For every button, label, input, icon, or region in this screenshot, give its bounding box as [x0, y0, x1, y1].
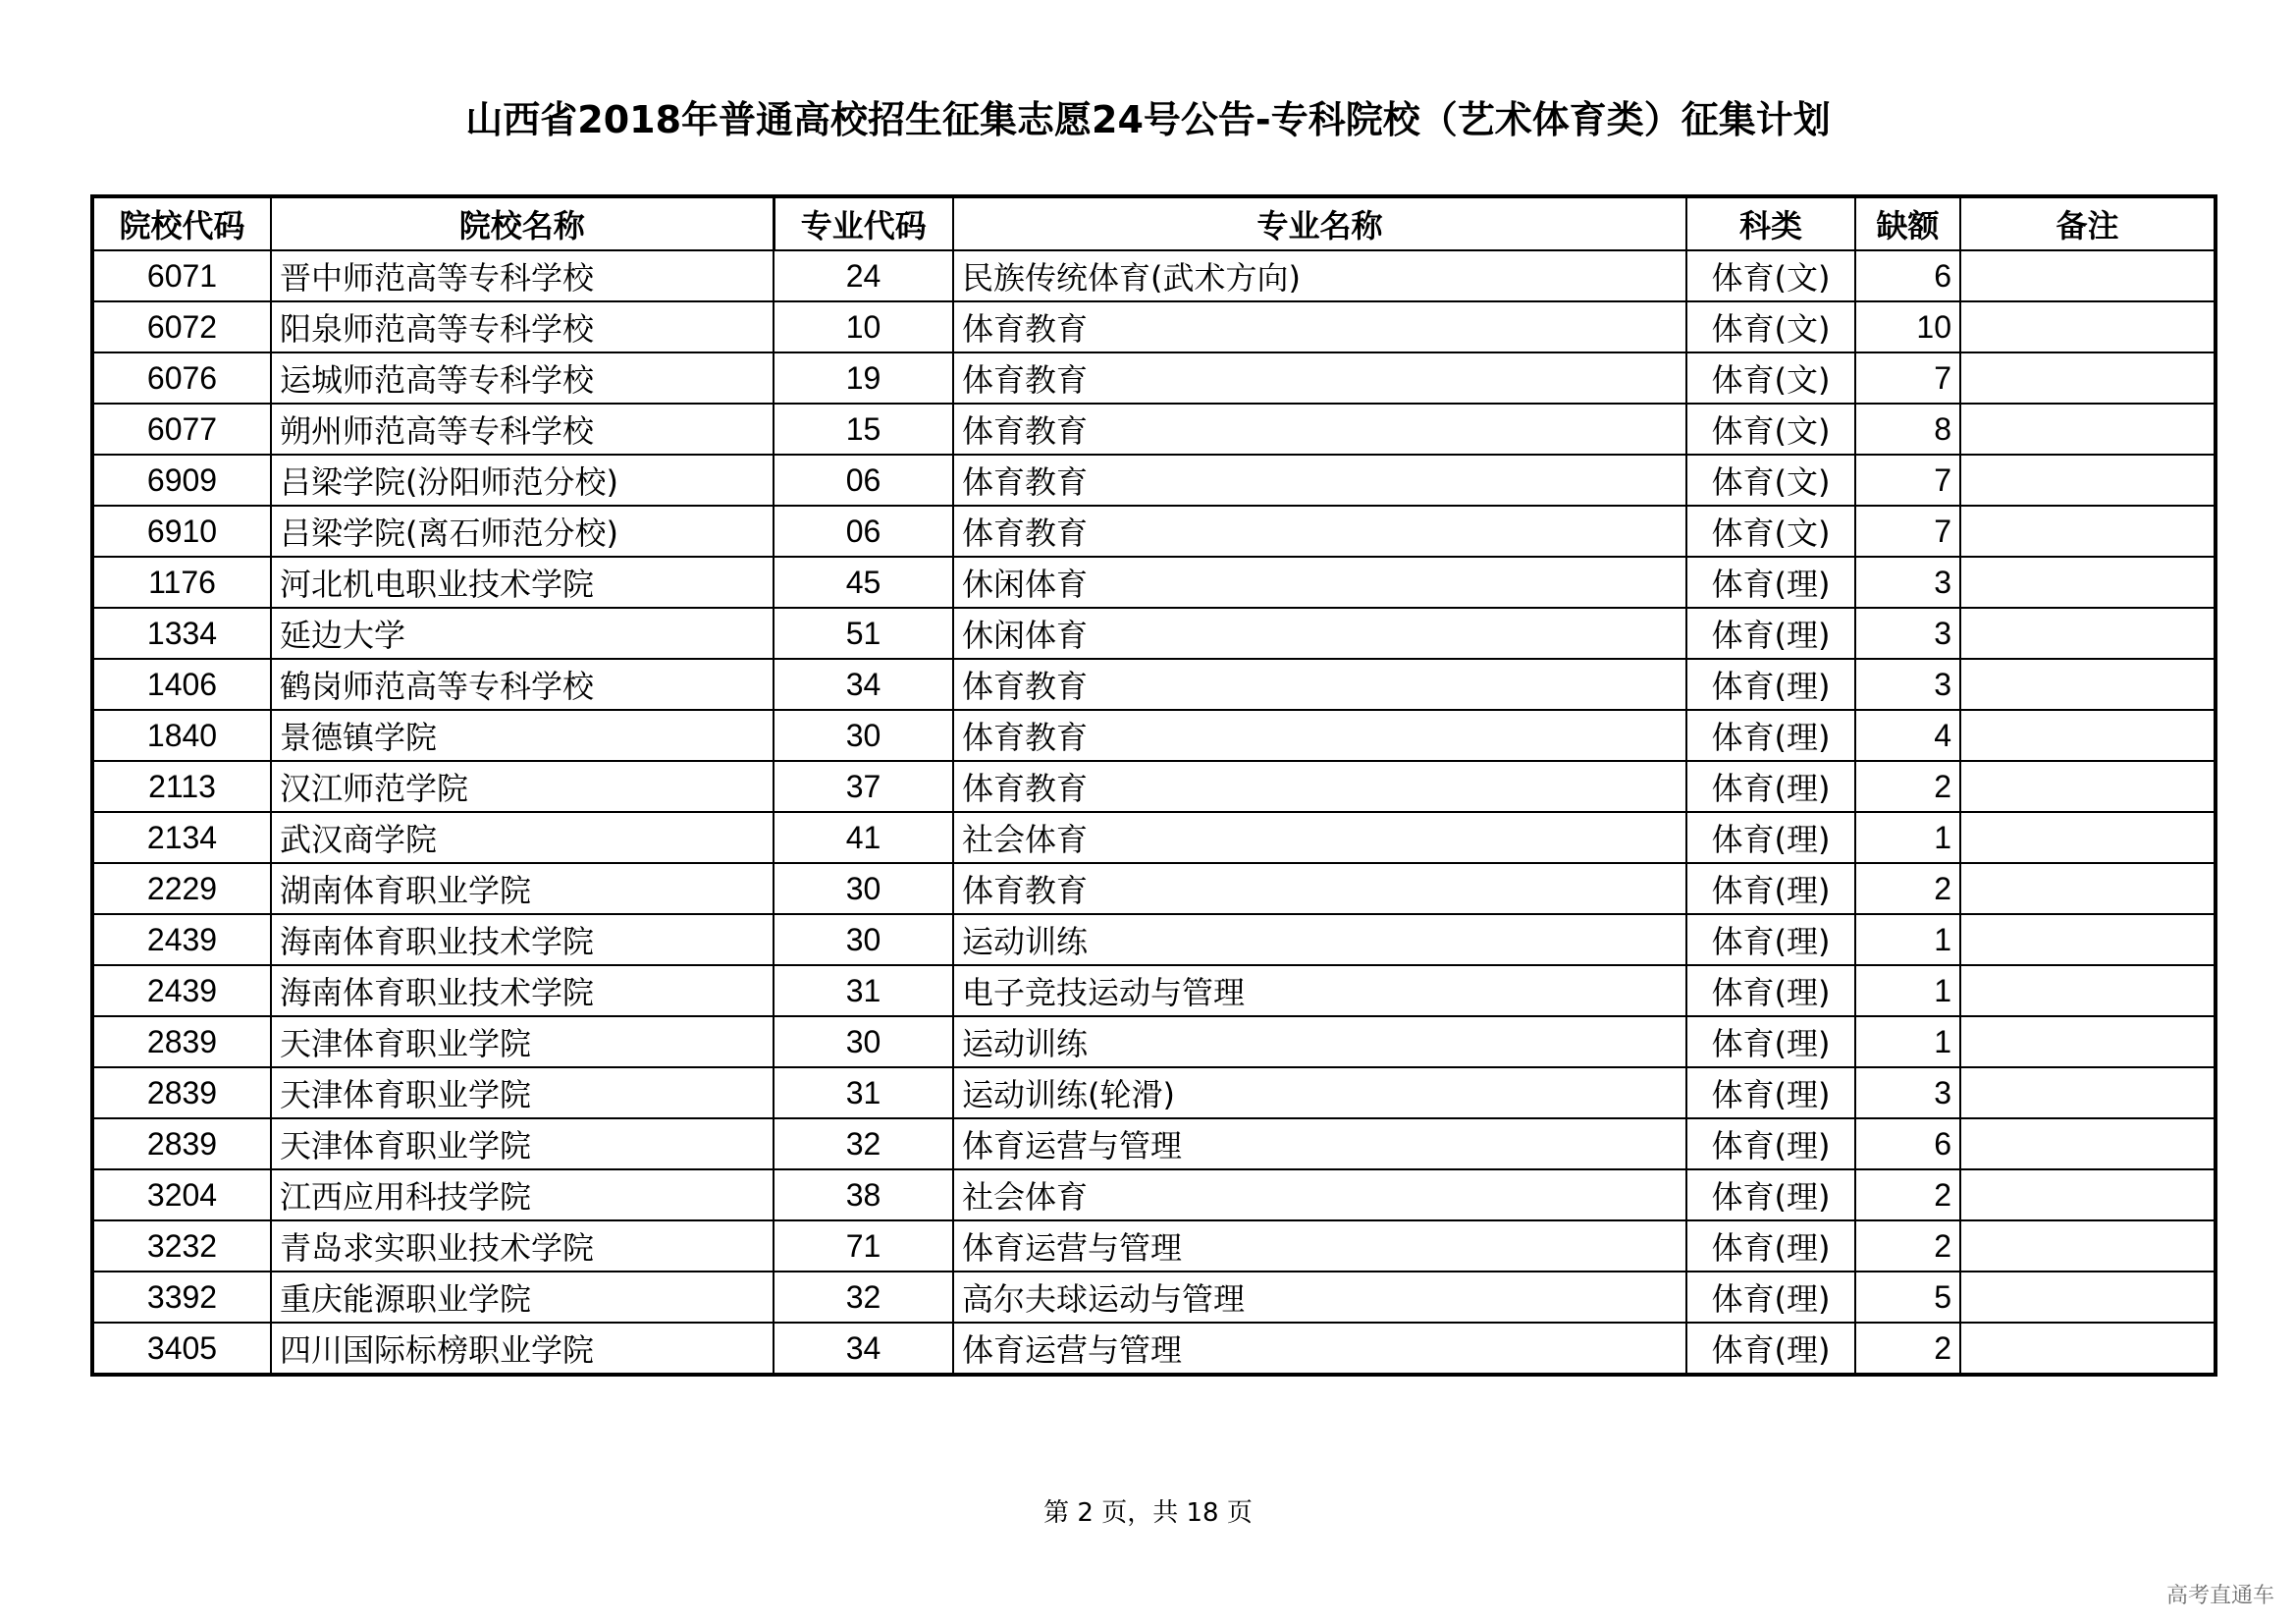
- cell-vacancy: 1: [1855, 914, 1960, 965]
- cell-school-code: 1334: [92, 608, 271, 659]
- cell-remarks: [1960, 1220, 2216, 1272]
- cell-major-code: 10: [774, 301, 953, 352]
- cell-school-name: 晋中师范高等专科学校: [271, 250, 774, 301]
- cell-vacancy: 7: [1855, 455, 1960, 506]
- table-row: [92, 1323, 2216, 1375]
- cell-school-name: 青岛求实职业技术学院: [271, 1220, 774, 1272]
- cell-school-name: 海南体育职业技术学院: [271, 914, 774, 965]
- cell-category: 体育(理): [1686, 659, 1855, 710]
- cell-category: 体育(理): [1686, 1169, 1855, 1220]
- header-major-name: 专业名称: [953, 196, 1686, 250]
- cell-school-name: 海南体育职业技术学院: [271, 965, 774, 1016]
- header-school-code: 院校代码: [92, 196, 271, 250]
- table-body: [92, 250, 2216, 1375]
- cell-major-name: 社会体育: [953, 812, 1686, 863]
- cell-major-code: 31: [774, 1067, 953, 1118]
- cell-category: 体育(文): [1686, 250, 1855, 301]
- header-remarks: 备注: [1960, 196, 2216, 250]
- cell-school-name: 吕梁学院(离石师范分校): [271, 506, 774, 557]
- cell-category: 体育(理): [1686, 914, 1855, 965]
- cell-remarks: [1960, 608, 2216, 659]
- cell-remarks: [1960, 812, 2216, 863]
- header-category: 科类: [1686, 196, 1855, 250]
- cell-major-code: 31: [774, 965, 953, 1016]
- cell-major-name: 电子竞技运动与管理: [953, 965, 1686, 1016]
- cell-remarks: [1960, 404, 2216, 455]
- cell-major-name: 体育教育: [953, 863, 1686, 914]
- cell-school-name: 江西应用科技学院: [271, 1169, 774, 1220]
- cell-major-name: 体育运营与管理: [953, 1118, 1686, 1169]
- table-row: [92, 301, 2216, 352]
- cell-school-name: 阳泉师范高等专科学校: [271, 301, 774, 352]
- table-row: [92, 863, 2216, 914]
- cell-remarks: [1960, 301, 2216, 352]
- cell-remarks: [1960, 914, 2216, 965]
- cell-school-code: 6909: [92, 455, 271, 506]
- cell-school-name: 汉江师范学院: [271, 761, 774, 812]
- cell-school-code: 6076: [92, 352, 271, 404]
- cell-major-name: 体育运营与管理: [953, 1323, 1686, 1375]
- cell-vacancy: 2: [1855, 761, 1960, 812]
- table-row: [92, 1220, 2216, 1272]
- cell-category: 体育(文): [1686, 404, 1855, 455]
- cell-school-code: 2839: [92, 1016, 271, 1067]
- cell-school-code: 3392: [92, 1272, 271, 1323]
- cell-category: 体育(文): [1686, 455, 1855, 506]
- cell-remarks: [1960, 250, 2216, 301]
- cell-major-code: 34: [774, 659, 953, 710]
- cell-major-name: 体育教育: [953, 301, 1686, 352]
- cell-category: 体育(文): [1686, 352, 1855, 404]
- cell-major-code: 45: [774, 557, 953, 608]
- table-row: [92, 506, 2216, 557]
- cell-vacancy: 8: [1855, 404, 1960, 455]
- cell-major-code: 06: [774, 506, 953, 557]
- cell-vacancy: 3: [1855, 608, 1960, 659]
- cell-vacancy: 7: [1855, 352, 1960, 404]
- cell-major-name: 运动训练: [953, 914, 1686, 965]
- cell-category: 体育(理): [1686, 1118, 1855, 1169]
- cell-category: 体育(理): [1686, 1323, 1855, 1375]
- cell-vacancy: 3: [1855, 557, 1960, 608]
- cell-remarks: [1960, 455, 2216, 506]
- cell-major-name: 体育教育: [953, 352, 1686, 404]
- cell-school-name: 鹤岗师范高等专科学校: [271, 659, 774, 710]
- cell-major-code: 30: [774, 710, 953, 761]
- header-vacancy: 缺额: [1855, 196, 1960, 250]
- table-row: [92, 965, 2216, 1016]
- table-row: [92, 404, 2216, 455]
- cell-remarks: [1960, 352, 2216, 404]
- cell-major-name: 体育教育: [953, 761, 1686, 812]
- cell-major-name: 休闲体育: [953, 608, 1686, 659]
- table-row: [92, 1272, 2216, 1323]
- cell-school-name: 景德镇学院: [271, 710, 774, 761]
- header-major-code: 专业代码: [774, 196, 953, 250]
- table-row: [92, 812, 2216, 863]
- cell-school-code: 2439: [92, 965, 271, 1016]
- cell-major-code: 06: [774, 455, 953, 506]
- cell-school-code: 1840: [92, 710, 271, 761]
- cell-major-name: 休闲体育: [953, 557, 1686, 608]
- cell-school-name: 运城师范高等专科学校: [271, 352, 774, 404]
- cell-school-code: 6072: [92, 301, 271, 352]
- cell-remarks: [1960, 557, 2216, 608]
- cell-school-code: 3232: [92, 1220, 271, 1272]
- page-footer: 第 2 页，共 18 页: [1043, 1498, 1253, 1528]
- cell-major-name: 运动训练: [953, 1016, 1686, 1067]
- cell-category: 体育(文): [1686, 506, 1855, 557]
- cell-vacancy: 1: [1855, 965, 1960, 1016]
- table-row: [92, 1016, 2216, 1067]
- cell-major-name: 社会体育: [953, 1169, 1686, 1220]
- cell-major-name: 体育教育: [953, 506, 1686, 557]
- watermark-text: 高考直通车: [2165, 1584, 2274, 1608]
- cell-category: 体育(理): [1686, 1067, 1855, 1118]
- cell-vacancy: 2: [1855, 1323, 1960, 1375]
- cell-major-code: 30: [774, 863, 953, 914]
- cell-school-name: 武汉商学院: [271, 812, 774, 863]
- cell-school-code: 2134: [92, 812, 271, 863]
- table-row: [92, 710, 2216, 761]
- table-row: [92, 557, 2216, 608]
- cell-major-name: 体育运营与管理: [953, 1220, 1686, 1272]
- cell-vacancy: 3: [1855, 1067, 1960, 1118]
- cell-vacancy: 4: [1855, 710, 1960, 761]
- cell-vacancy: 1: [1855, 1016, 1960, 1067]
- cell-school-code: 2113: [92, 761, 271, 812]
- cell-school-name: 天津体育职业学院: [271, 1067, 774, 1118]
- cell-major-code: 34: [774, 1323, 953, 1375]
- cell-school-code: 1176: [92, 557, 271, 608]
- cell-remarks: [1960, 710, 2216, 761]
- cell-school-code: 1406: [92, 659, 271, 710]
- cell-major-name: 体育教育: [953, 710, 1686, 761]
- table-row: [92, 608, 2216, 659]
- cell-major-name: 体育教育: [953, 455, 1686, 506]
- cell-school-name: 湖南体育职业学院: [271, 863, 774, 914]
- cell-major-code: 71: [774, 1220, 953, 1272]
- cell-school-name: 延边大学: [271, 608, 774, 659]
- cell-school-code: 6071: [92, 250, 271, 301]
- cell-vacancy: 6: [1855, 1118, 1960, 1169]
- cell-school-code: 3204: [92, 1169, 271, 1220]
- cell-vacancy: 6: [1855, 250, 1960, 301]
- cell-vacancy: 1: [1855, 812, 1960, 863]
- cell-remarks: [1960, 1016, 2216, 1067]
- table-header-row: [92, 196, 2216, 250]
- cell-vacancy: 2: [1855, 863, 1960, 914]
- cell-remarks: [1960, 506, 2216, 557]
- cell-category: 体育(理): [1686, 761, 1855, 812]
- cell-category: 体育(理): [1686, 557, 1855, 608]
- cell-major-code: 30: [774, 1016, 953, 1067]
- table-row: [92, 659, 2216, 710]
- cell-category: 体育(理): [1686, 710, 1855, 761]
- table-row: [92, 455, 2216, 506]
- cell-major-name: 体育教育: [953, 659, 1686, 710]
- header-school-name: 院校名称: [271, 196, 774, 250]
- table-row: [92, 914, 2216, 965]
- table-row: [92, 1118, 2216, 1169]
- cell-major-name: 体育教育: [953, 404, 1686, 455]
- cell-school-code: 2439: [92, 914, 271, 965]
- cell-remarks: [1960, 1272, 2216, 1323]
- cell-category: 体育(理): [1686, 1272, 1855, 1323]
- cell-remarks: [1960, 965, 2216, 1016]
- cell-major-code: 30: [774, 914, 953, 965]
- cell-major-code: 32: [774, 1272, 953, 1323]
- cell-school-name: 四川国际标榜职业学院: [271, 1323, 774, 1375]
- cell-category: 体育(理): [1686, 965, 1855, 1016]
- cell-major-name: 运动训练(轮滑): [953, 1067, 1686, 1118]
- cell-school-name: 吕梁学院(汾阳师范分校): [271, 455, 774, 506]
- cell-school-name: 天津体育职业学院: [271, 1118, 774, 1169]
- cell-category: 体育(理): [1686, 1016, 1855, 1067]
- cell-school-code: 6910: [92, 506, 271, 557]
- cell-school-name: 河北机电职业技术学院: [271, 557, 774, 608]
- cell-vacancy: 2: [1855, 1169, 1960, 1220]
- cell-remarks: [1960, 1169, 2216, 1220]
- cell-major-name: 民族传统体育(武术方向): [953, 250, 1686, 301]
- cell-remarks: [1960, 1118, 2216, 1169]
- cell-school-name: 朔州师范高等专科学校: [271, 404, 774, 455]
- cell-major-code: 24: [774, 250, 953, 301]
- cell-category: 体育(理): [1686, 1220, 1855, 1272]
- admission-plan-table: [90, 194, 2217, 1377]
- page-title: 山西省2018年普通高校招生征集志愿24号公告-专科院校（艺术体育类）征集计划: [465, 98, 1831, 141]
- cell-school-code: 2839: [92, 1118, 271, 1169]
- cell-major-name: 高尔夫球运动与管理: [953, 1272, 1686, 1323]
- cell-remarks: [1960, 863, 2216, 914]
- cell-major-code: 37: [774, 761, 953, 812]
- cell-major-code: 15: [774, 404, 953, 455]
- cell-school-code: 2229: [92, 863, 271, 914]
- table-row: [92, 250, 2216, 301]
- cell-vacancy: 5: [1855, 1272, 1960, 1323]
- cell-remarks: [1960, 1323, 2216, 1375]
- cell-remarks: [1960, 1067, 2216, 1118]
- cell-major-code: 51: [774, 608, 953, 659]
- table-row: [92, 352, 2216, 404]
- cell-school-code: 2839: [92, 1067, 271, 1118]
- cell-school-name: 重庆能源职业学院: [271, 1272, 774, 1323]
- table-row: [92, 1067, 2216, 1118]
- cell-vacancy: 2: [1855, 1220, 1960, 1272]
- cell-remarks: [1960, 761, 2216, 812]
- cell-major-code: 38: [774, 1169, 953, 1220]
- table-row: [92, 1169, 2216, 1220]
- cell-vacancy: 10: [1855, 301, 1960, 352]
- cell-major-code: 41: [774, 812, 953, 863]
- cell-vacancy: 3: [1855, 659, 1960, 710]
- cell-school-code: 6077: [92, 404, 271, 455]
- cell-category: 体育(理): [1686, 608, 1855, 659]
- cell-school-code: 3405: [92, 1323, 271, 1375]
- cell-category: 体育(文): [1686, 301, 1855, 352]
- cell-major-code: 32: [774, 1118, 953, 1169]
- cell-remarks: [1960, 659, 2216, 710]
- cell-school-name: 天津体育职业学院: [271, 1016, 774, 1067]
- cell-category: 体育(理): [1686, 812, 1855, 863]
- cell-major-code: 19: [774, 352, 953, 404]
- table-row: [92, 761, 2216, 812]
- cell-vacancy: 7: [1855, 506, 1960, 557]
- cell-category: 体育(理): [1686, 863, 1855, 914]
